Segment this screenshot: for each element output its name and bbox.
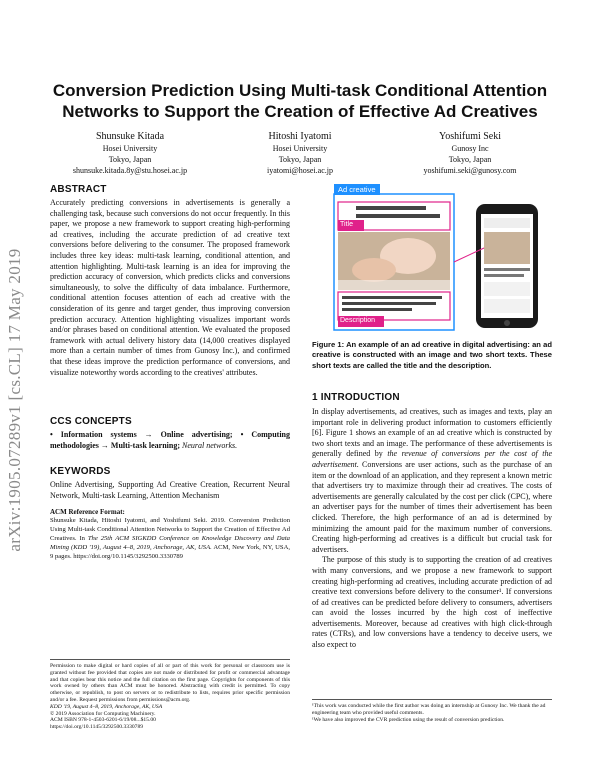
intro-p1-emphasis: the revenue of conversions per the cost of the advertisement. xyxy=(312,449,553,469)
title-text-line-1 xyxy=(356,206,426,210)
ccs-item-1: • Information systems → Online advertising; xyxy=(50,430,233,439)
author-name: Yoshifumi Seki xyxy=(438,131,502,142)
author-email[interactable]: iyatomi@hosei.ac.jp xyxy=(266,166,334,175)
acm-reference xyxy=(50,508,290,561)
desc-text-line-2 xyxy=(342,302,436,305)
keywords-heading: KEYWORDS xyxy=(50,466,111,477)
ccs-item-2: • Computing methodologies → Multi-task learning; xyxy=(50,430,290,450)
introduction-section xyxy=(312,392,552,651)
figure-caption: Figure 1: An example of an ad creative in digital advertising: an ad creative is constructed with an image and two short texts. These short texts are called the title and the description. xyxy=(312,340,552,370)
author-affiliation: Hosei University xyxy=(102,144,158,153)
ad-creative-label: Ad creative xyxy=(334,184,380,195)
phone-item-1 xyxy=(484,282,530,296)
description-tag-label: Description xyxy=(340,317,376,324)
title-line-1: Conversion Prediction Using Multi-task Conditional Attention xyxy=(52,81,548,100)
author-location: Tokyo, Japan xyxy=(448,155,492,164)
isbn-line: ACM ISBN 978-1-4503-6201-6/19/08...$15.00 xyxy=(50,717,156,724)
footnote-1: ¹This work was conducted while the first author was doing an internship at Gunosy Inc. We thank the ad engineering team who provided useful comments. xyxy=(312,703,546,716)
author-name: Shunsuke Kitada xyxy=(95,131,165,142)
intro-heading: 1 INTRODUCTION xyxy=(312,392,400,403)
intro-paragraph-2: The purpose of this study is to supporting the creation of ad creatives with many conversions, and we propose a new framework to support creating high-performing ad creatives, including accurate prediction of ad creative text conversions before delivery to the consumer¹. If conversions of ad creatives can be predicted before delivery to consumers, advertisers can avoid the losses incurred by the high cost of ineffective advertisements. Moreover, because ad creatives with high click-through rates (CTRs), and low conversions have a tendency to deceive users, we also expect to xyxy=(312,555,552,650)
ccs-item-3: Neural networks. xyxy=(182,440,238,450)
acm-ref-label: ACM Reference Format: xyxy=(50,508,125,516)
author-email[interactable]: yoshifumi.seki@gunosy.com xyxy=(423,166,517,175)
ccs-text xyxy=(50,430,290,451)
desc-text-line-3 xyxy=(342,308,412,311)
abstract-heading: ABSTRACT xyxy=(50,184,107,195)
author-3 xyxy=(380,130,560,176)
author-block xyxy=(40,130,560,180)
author-affiliation: Hosei University xyxy=(272,144,328,153)
title-tag-label: Title xyxy=(340,221,353,228)
author-2 xyxy=(220,130,380,176)
ccs-section xyxy=(50,416,290,451)
copyright-line: © 2019 Association for Computing Machinery. xyxy=(50,710,156,717)
phone-ad-image xyxy=(484,232,530,264)
author-location: Tokyo, Japan xyxy=(108,155,152,164)
abstract-section xyxy=(50,184,290,378)
phone-item-2 xyxy=(484,299,530,313)
author-location: Tokyo, Japan xyxy=(278,155,322,164)
ad-image-figure-2 xyxy=(352,258,396,282)
conference-line: KDD '19, August 4–8, 2019, Anchorage, AK, USA xyxy=(50,703,163,710)
intro-paragraph-1 xyxy=(312,407,552,555)
permission-footnote xyxy=(50,659,290,731)
phone-text-1 xyxy=(484,268,530,271)
acm-ref-part1: Shunsuke Kitada, Hitoshi Iyatomi, and Yoshifumi Seki. 2019. Conversion Prediction Using Multi-task Conditional Attention Networks to Support the Creation of Effective Ad Creatives. In xyxy=(50,517,290,542)
title-line-2: Networks to Support the Creation of Effective Ad Creatives xyxy=(62,102,538,121)
desc-text-line-1 xyxy=(342,296,442,299)
intro-p1-part2: Conversions are user actions, such as the purchase of an item or the download of an application, and they represent a known metric that advertisers try to maximize through their ad creatives. The costs of advertisements are generally calculated by the cost per click (CPC), where an advertiser pays for the number of times their advertisement has been clicked. Therefore, the high performance of an ad is determined by minimizing the amount paid for the maximum number of conversions. Creating high-performing ad creatives is a difficult but crucial task for advertisers. xyxy=(312,459,553,554)
abstract-text: Accurately predicting conversions in advertisements is generally a challenging task, because such conversions do not occur frequently. In this paper, we propose a new framework to support creating high-performing ad creatives, including the accurate prediction of ad creative text conversions before delivering to the consumer. The proposed framework includes three key ideas: multi-task learning, conditional attention, and attention highlighting. Multi-task learning is an idea for improving the prediction accuracy of conversion, which predicts clicks and conversions simultaneously, to solve the difficulty of data imbalance. Furthermore, conditional attention focuses attention of each ad creative with the consideration of its genre and target gender, thus improving conversion prediction accuracy. Attention highlighting visualizes important words and/or phrases based on conditional attention. We evaluated the proposed framework with actual delivery history data (14,000 creatives displayed more than a certain number of times from Gunosy Inc.), and confirmed that these ideas improve the prediction performance of conversions, and visualize noteworthy words according to the creatives' attributes. xyxy=(50,198,290,377)
ad-image-towel xyxy=(338,280,450,290)
author-name: Hitoshi Iyatomi xyxy=(268,131,332,142)
title-text-line-2 xyxy=(356,214,440,218)
phone-text-2 xyxy=(484,274,524,277)
author-affiliation: Gunosy Inc xyxy=(451,144,489,153)
arxiv-id: arXiv:1905.07289v1 [cs.CL] 17 May 2019 xyxy=(5,248,24,552)
phone-home-button xyxy=(504,320,510,326)
keywords-section xyxy=(50,466,290,501)
author-1 xyxy=(40,130,220,176)
author-email[interactable]: shunsuke.kitada.8y@stu.hosei.ac.jp xyxy=(72,166,188,175)
intro-p1-part1: In display advertisements, ad creatives, such as images and texts, play an important role in delivering product information to customers efficiently [6]. Figure 1 shows an example of an ad creative which is constructed by two short texts and an image. The performance of these advertisements is generally defined by xyxy=(312,407,552,459)
figure-1 xyxy=(312,184,552,332)
footnote-2: ¹We have also improved the CVR prediction using the result of conversion prediction. xyxy=(312,717,505,723)
acm-ref-venue: The 25th ACM SIGKDD Conference on Knowledge Discovery and Data Mining (KDD '19), August 4–8, 2019, Anchorage, AK, USA. xyxy=(50,535,290,551)
doi-link[interactable]: https://doi.org/10.1145/3292500.3330789 xyxy=(50,724,144,731)
ccs-heading: CCS CONCEPTS xyxy=(50,416,132,427)
phone-header xyxy=(484,218,530,228)
paper-title xyxy=(40,80,560,122)
permission-text: Permission to make digital or hard copies of all or part of this work for personal or classroom use is granted without fee provided that copies are not made or distributed for profit or commercial advantage and that copies bear this notice and the full citation on the first page. Copyrights for components of this work owned by others than ACM must be honored. Abstracting with credit is permitted. To copy otherwise, or republish, to post on servers or to redistribute to lists, requires prior specific permission and/or a fee. Request permissions from permissions@acm.org. xyxy=(50,663,290,703)
ad-creative-illustration xyxy=(312,184,552,332)
acm-ref-part2[interactable]: ACM, New York, NY, USA, 9 pages. https://doi.org/10.1145/3292500.3330789 xyxy=(50,544,290,560)
intro-footnotes xyxy=(312,699,552,724)
acm-ref-text xyxy=(50,516,290,561)
arxiv-stamp xyxy=(4,160,30,640)
keywords-text: Online Advertising, Supporting Ad Creative Creation, Recurrent Neural Network, Multi-task Learning, Attention Mechanism xyxy=(50,480,290,500)
